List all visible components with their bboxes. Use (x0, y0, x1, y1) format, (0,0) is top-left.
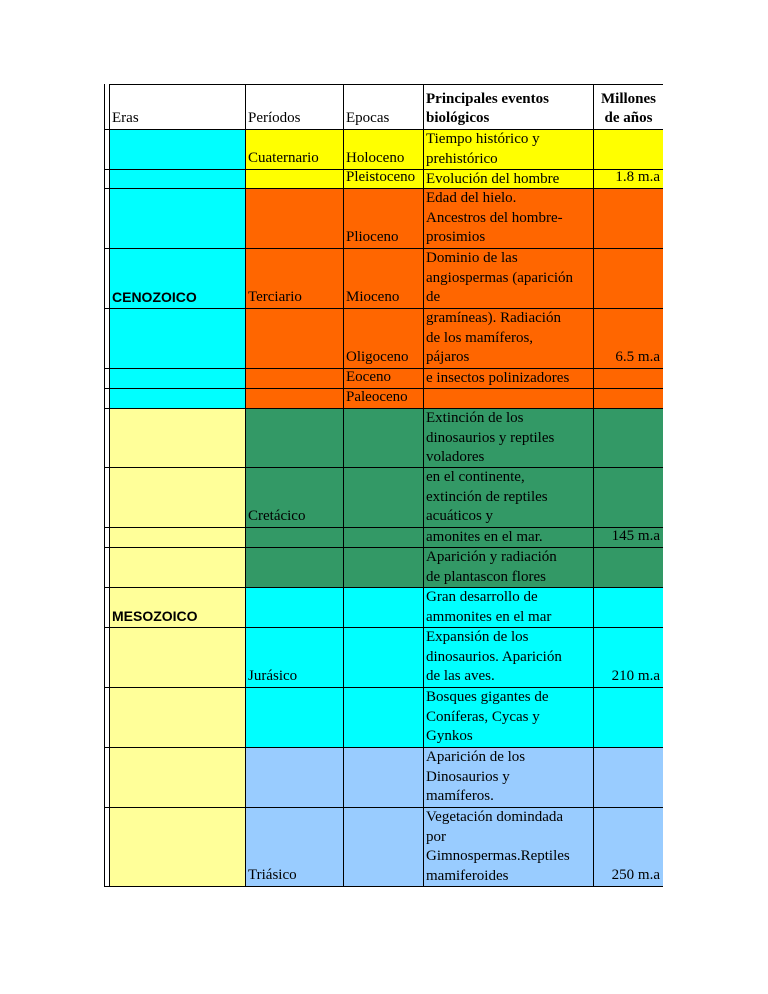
header-periodos-cell (246, 84, 344, 129)
table-row (104, 548, 663, 588)
millones-cell (594, 748, 663, 807)
periodo-cell (246, 468, 344, 527)
epoca-cell (344, 170, 424, 188)
periodo-cell (246, 528, 344, 547)
millones-cell (594, 468, 663, 527)
evento-line: angiospermas (aparición (426, 269, 574, 286)
era-label: CENOZOICO (112, 289, 197, 306)
millones-cell (594, 528, 663, 547)
millones-cell (594, 130, 663, 169)
table-row (104, 688, 663, 748)
evento-line: gramíneas). Radiación (426, 310, 561, 326)
table-row (104, 249, 663, 309)
periodo-cell (246, 309, 344, 368)
evento-line: ammonites en el mar (426, 608, 552, 625)
eventos-cell (424, 528, 594, 547)
table-row (104, 748, 663, 808)
epoca-cell (344, 528, 424, 547)
periodo-cell (246, 249, 344, 308)
table-row (104, 130, 663, 170)
epoca-cell (344, 748, 424, 807)
table-row (104, 409, 663, 468)
periodo-label: Terciario (248, 289, 302, 306)
header-millones-line2: de años (604, 110, 653, 127)
epoca-cell (344, 409, 424, 467)
evento-line: dinosaurios y reptiles (426, 429, 555, 446)
epoca-cell (344, 588, 424, 627)
era-cell (110, 309, 246, 368)
era-cell (110, 130, 246, 169)
millones-value: 1.8 m.a (615, 170, 660, 186)
epoca-cell (344, 628, 424, 687)
evento-line: prehistórico (426, 150, 498, 167)
evento-line: acuáticos y (426, 508, 494, 525)
evento-line: Vegetación domindada (426, 809, 564, 825)
header-eventos-line1: Principales eventos (426, 90, 549, 107)
table-header-row (104, 84, 663, 130)
periodo-cell (246, 748, 344, 807)
eventos-cell (424, 748, 594, 807)
eventos-cell (424, 389, 594, 408)
eventos-cell (424, 189, 594, 248)
epoca-label: Pleistoceno (346, 170, 416, 186)
table-row (104, 170, 663, 189)
periodo-cell (246, 130, 344, 169)
epoca-cell (344, 468, 424, 527)
eventos-cell (424, 628, 594, 687)
evento-line: Aparición y radiación (426, 549, 557, 565)
millones-value: 145 m.a (611, 528, 660, 545)
eventos-cell (424, 409, 594, 467)
table-row (104, 588, 663, 628)
periodo-cell (246, 548, 344, 587)
evento-line: por (426, 828, 446, 845)
millones-cell (594, 628, 663, 687)
era-cell (110, 369, 246, 388)
epoca-cell (344, 249, 424, 308)
era-cell (110, 548, 246, 587)
era-cell (110, 688, 246, 747)
evento-line: de (426, 289, 441, 306)
millones-cell (594, 548, 663, 587)
header-periodos: Períodos (248, 110, 301, 127)
evento-line: Gynkos (426, 728, 473, 745)
periodo-cell (246, 688, 344, 747)
table-row (104, 808, 663, 887)
periodo-cell (246, 170, 344, 188)
header-eras-cell (110, 84, 246, 129)
eventos-cell (424, 468, 594, 527)
evento-line: Dinosaurios y (426, 768, 510, 785)
evento-line: en el continente, (426, 469, 525, 485)
evento-line: mamiferoides (426, 868, 509, 885)
epoca-cell (344, 369, 424, 388)
header-millones-line1: Millones (601, 90, 656, 107)
millones-cell (594, 309, 663, 368)
era-cell (110, 588, 246, 627)
epoca-cell (344, 808, 424, 886)
epoca-cell (344, 309, 424, 368)
millones-value: 6.5 m.a (615, 349, 660, 366)
epoca-label: Paleoceno (346, 389, 408, 406)
evento-line: dinosaurios. Aparición (426, 648, 562, 665)
table-row (104, 389, 663, 409)
evento-line: Edad del hielo. (426, 190, 517, 206)
header-eventos-cell (424, 84, 594, 129)
periodo-label: Triásico (248, 867, 297, 884)
era-cell (110, 468, 246, 527)
periodo-label: Cretácico (248, 508, 306, 525)
eventos-cell (424, 130, 594, 169)
table-row (104, 309, 663, 369)
era-cell (110, 528, 246, 547)
evento-line: pájaros (426, 349, 470, 366)
header-epocas-cell (344, 84, 424, 129)
epoca-label: Mioceno (346, 289, 400, 306)
era-label: MESOZOICO (112, 608, 198, 625)
evento-line: voladores (426, 449, 485, 466)
header-eventos-line2: biológicos (426, 110, 490, 127)
eventos-cell (424, 170, 594, 188)
evento-line: e insectos polinizadores (426, 370, 570, 386)
evento-line: de plantascon flores (426, 568, 546, 585)
table-row (104, 189, 663, 249)
millones-cell (594, 588, 663, 627)
era-cell (110, 748, 246, 807)
era-cell (110, 409, 246, 467)
evento-line: prosimios (426, 229, 486, 246)
periodo-cell (246, 588, 344, 627)
evento-line: Gimnospermas.Reptiles (426, 848, 570, 865)
millones-cell (594, 170, 663, 188)
evento-line: Coníferas, Cycas y (426, 708, 540, 725)
era-cell (110, 170, 246, 188)
evento-line: extinción de reptiles (426, 488, 548, 505)
evento-line: Bosques gigantes de (426, 689, 549, 705)
epoca-cell (344, 189, 424, 248)
eventos-cell (424, 309, 594, 368)
periodo-label: Cuaternario (248, 150, 319, 167)
era-cell (110, 389, 246, 408)
evento-line: Tiempo histórico y (426, 131, 540, 147)
evento-line: Ancestros del hombre- (426, 209, 563, 226)
evento-line: Evolución del hombre (426, 171, 560, 187)
millones-value: 250 m.a (611, 867, 660, 884)
evento-line: de las aves. (426, 668, 495, 685)
periodo-cell (246, 369, 344, 388)
table-row (104, 528, 663, 548)
eventos-cell (424, 548, 594, 587)
table-row (104, 369, 663, 389)
evento-line: de los mamíferos, (426, 329, 534, 346)
eventos-cell (424, 588, 594, 627)
epoca-cell (344, 548, 424, 587)
millones-value: 210 m.a (611, 668, 660, 685)
millones-cell (594, 808, 663, 886)
table-row (104, 628, 663, 688)
evento-line: Gran desarrollo de (426, 589, 538, 605)
era-cell (110, 189, 246, 248)
millones-cell (594, 369, 663, 388)
header-eras: Eras (112, 110, 139, 127)
millones-cell (594, 189, 663, 248)
periodo-label: Jurásico (248, 668, 298, 685)
era-cell (110, 808, 246, 886)
era-cell (110, 628, 246, 687)
periodo-cell (246, 409, 344, 467)
evento-line: Expansión de los (426, 629, 529, 645)
epoca-label: Holoceno (346, 150, 405, 167)
epoca-label: Oligoceno (346, 349, 409, 366)
periodo-cell (246, 189, 344, 248)
periodo-cell (246, 389, 344, 408)
periodo-cell (246, 808, 344, 886)
epoca-cell (344, 688, 424, 747)
epoca-cell (344, 130, 424, 169)
evento-line: Aparición de los (426, 749, 526, 765)
millones-cell (594, 409, 663, 467)
evento-line: amonites en el mar. (426, 529, 543, 545)
header-epocas: Epocas (346, 110, 390, 127)
millones-cell (594, 249, 663, 308)
eventos-cell (424, 808, 594, 886)
eventos-cell (424, 369, 594, 388)
evento-line: Dominio de las (426, 250, 518, 266)
epoca-label: Eoceno (346, 369, 391, 386)
eventos-cell (424, 688, 594, 747)
periodo-cell (246, 628, 344, 687)
eventos-cell (424, 249, 594, 308)
millones-cell (594, 688, 663, 747)
epoca-cell (344, 389, 424, 408)
era-cell (110, 249, 246, 308)
evento-line: Extinción de los (426, 410, 524, 426)
epoca-label: Plioceno (346, 229, 399, 246)
evento-line: mamíferos. (426, 788, 494, 805)
millones-cell (594, 389, 663, 408)
header-millones-cell (594, 84, 663, 129)
table-row (104, 468, 663, 528)
